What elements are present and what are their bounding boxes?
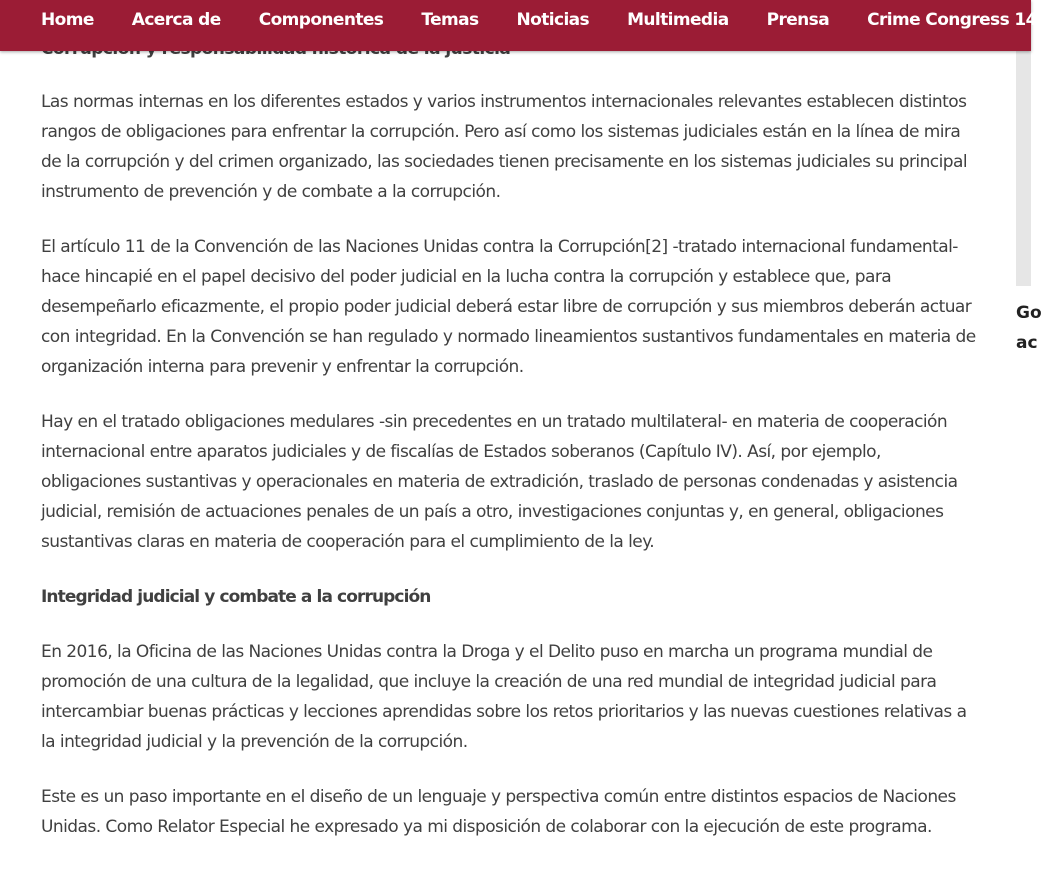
nav-item-home[interactable]: Home [41, 10, 94, 30]
nav-item-temas[interactable]: Temas [421, 10, 479, 30]
sidebar-text-line: Go [1016, 303, 1042, 323]
sidebar-text-line: ac [1016, 333, 1038, 353]
section-heading: Integridad judicial y combate a la corrupción [41, 587, 431, 607]
nav-item-acerca-de[interactable]: Acerca de [131, 10, 221, 30]
nav-list [0, 0, 1037, 40]
nav-item-componentes[interactable]: Componentes [258, 10, 384, 30]
nav-item-prensa[interactable]: Prensa [766, 10, 830, 30]
nav-item-noticias[interactable]: Noticias [516, 10, 590, 30]
article-paragraph: Hay en el tratado obligaciones medulares -sin precedentes en un tratado multilateral- en materia de cooperación internacional entre aparatos judiciales y de fiscalías de Estados soberanos (Capítulo IV). Así, por ejemplo, obligaciones sustantivas y operacionales en materia de extradición, traslado de personas condenadas y asistencia judicial, remisión de actuaciones penales de un país a otro, investigaciones conjuntas y, en general, obligaciones sustantivas claras en materia de cooperación para el cumplimiento de la ley. [41, 412, 958, 552]
article-paragraph: Este es un paso importante en el diseño de un lenguaje y perspectiva común entre distintos espacios de Naciones Unidas. Como Relator Especial he expresado ya mi disposición de colaborar con la ejecución de este programa. [41, 787, 956, 837]
nav-item-multimedia[interactable]: Multimedia [627, 10, 729, 30]
article-paragraph: Las normas internas en los diferentes estados y varios instrumentos internacionales relevantes establecen distintos rangos de obligaciones para enfrentar la corrupción. Pero así como los sistemas judiciales están en la línea de mira de la corrupción y del crimen organizado, las sociedades tienen precisamente en los sistemas judiciales su principal instrumento de prevención y de combate a la corrupción. [41, 92, 968, 202]
article-paragraph: El artículo 11 de la Convención de las Naciones Unidas contra la Corrupción[2] -tratado internacional fundamental- hace hincapié en el papel decisivo del poder judicial en la lucha contra la corrupción y establece que, para desempeñarlo eficazmente, el propio poder judicial deberá estar libre de corrupción y sus miembros deberán actuar con integridad. En la Convención se han regulado y normado lineamientos sustantivos fundamentales en materia de organización interna para prevenir y enfrentar la corrupción. [41, 237, 976, 377]
article-paragraph: En 2016, la Oficina de las Naciones Unidas contra la Droga y el Delito puso en marcha un programa mundial de promoción de una cultura de la legalidad, que incluye la creación de una red mundial de integridad judicial para intercambiar buenas prácticas y lecciones aprendidas sobre los retos prioritarios y las nuevas cuestiones relativas a la integridad judicial y la prevención de la corrupción. [41, 642, 967, 752]
sidebar-link-text[interactable] [1016, 298, 1042, 358]
nav-item-crime-congress[interactable]: Crime Congress 14 [867, 10, 1037, 30]
main-navigation [0, 0, 1037, 51]
